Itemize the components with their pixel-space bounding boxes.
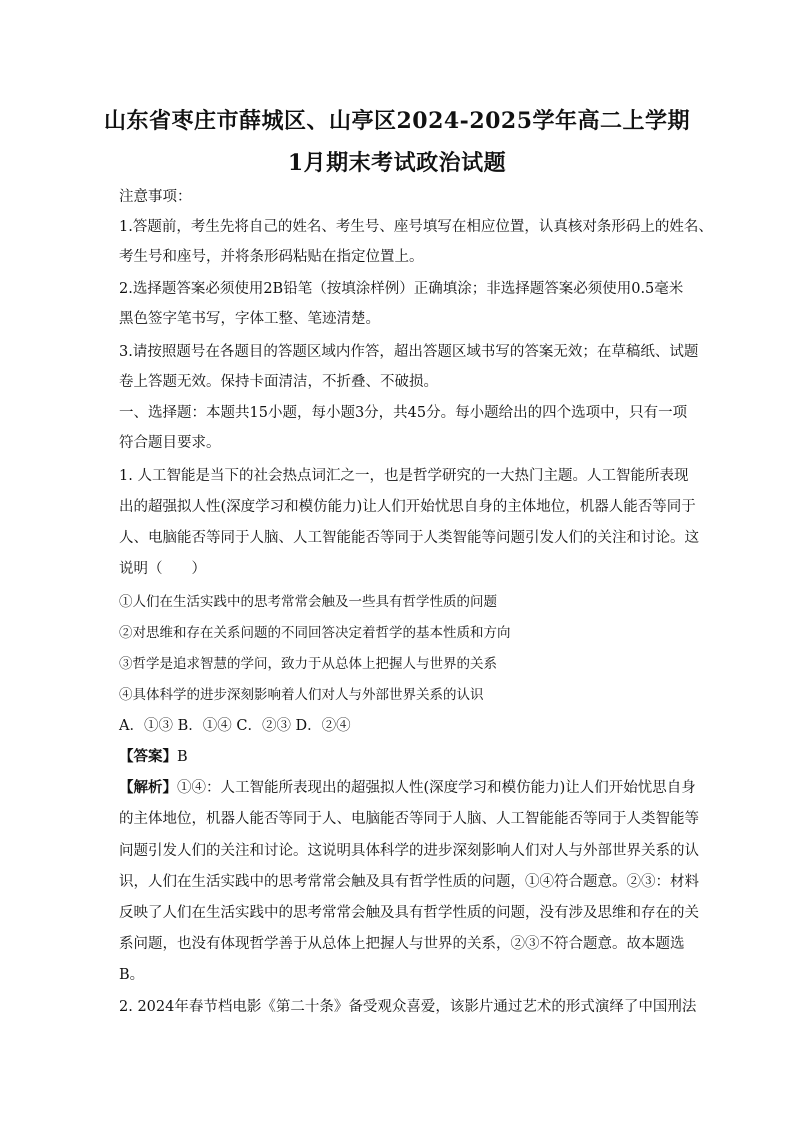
question-1-stem: 出的超强拟人性(深度学习和模仿能力)让人们开始忧思自身的主体地位，机器人能否等同于 bbox=[119, 499, 696, 515]
question-1-option: ④具体科学的进步深刻影响着人们对人与外部世界关系的认识 bbox=[119, 687, 484, 703]
analysis-line: 系问题，也没有体现哲学善于从总体上把握人与世界的关系，②③不符合题意。故本题选 bbox=[119, 936, 685, 952]
notice-line: 2.选择题答案必须使用2B铅笔（按填涂样例）正确填涂；非选择题答案必须使用0.5毫米 bbox=[119, 281, 684, 297]
document-title-line-2: 1月期末考试政治试题 bbox=[287, 150, 507, 176]
analysis-line: 的主体地位，机器人能否等同于人、电脑能否等同于人脑、人工智能能否等同于人类智能等 bbox=[119, 811, 699, 827]
analysis-line: ①④：人工智能所表现出的超强拟人性(深度学习和模仿能力)让人们开始忧思自身 bbox=[177, 780, 696, 796]
question-1-stem: 人、电脑能否等同于人脑、人工智能能否等同于人类智能等问题引发人们的关注和讨论。这 bbox=[119, 530, 699, 546]
section-heading: 一、选择题：本题共15小题，每小题3分，共45分。每小题给出的四个选项中，只有一项 bbox=[119, 405, 688, 421]
analysis-line: 反映了人们在生活实践中的思考常常会触及具有哲学性质的问题，没有涉及思维和存在的关 bbox=[119, 905, 699, 921]
answer-label: 【答案】 bbox=[119, 748, 177, 765]
analysis-line: B。 bbox=[119, 967, 145, 983]
question-1-option: ③哲学是追求智慧的学问，致力于从总体上把握人与世界的关系 bbox=[119, 656, 497, 672]
analysis-line: 问题引发人们的关注和讨论。这说明具体科学的进步深刻影响人们对人与外部世界关系的认 bbox=[119, 843, 699, 859]
question-1-stem: 说明（ ） bbox=[119, 561, 206, 577]
question-2-stem: 2. 2024年春节档电影《第二十条》备受观众喜爱，该影片通过艺术的形式演绎了中国刑法 bbox=[119, 999, 697, 1015]
question-1-answer bbox=[119, 747, 679, 767]
notice-line: 1.答题前，考生先将自己的姓名、考生号、座号填写在相应位置，认真核对条形码上的姓名、 bbox=[119, 219, 713, 235]
question-1-choices: A．①③ B．①④ C．②③ D．②④ bbox=[119, 718, 351, 734]
notice-line: 黑色签字笔书写，字体工整、笔迹清楚。 bbox=[119, 311, 380, 327]
notice-line: 3.请按照题号在各题目的答题区域内作答，超出答题区域书写的答案无效；在草稿纸、试题 bbox=[119, 344, 699, 360]
notice-line: 考生号和座号，并将条形码粘贴在指定位置上。 bbox=[119, 249, 424, 265]
section-heading-cont: 符合题目要求。 bbox=[119, 435, 221, 451]
notice-heading: 注意事项： bbox=[119, 189, 192, 205]
question-1-stem: 1. 人工智能是当下的社会热点词汇之一，也是哲学研究的一大热门主题。人工智能所表现 bbox=[119, 468, 689, 484]
notice-line: 卷上答题无效。保持卡面清洁，不折叠、不破损。 bbox=[119, 374, 438, 390]
answer-value: B bbox=[177, 749, 188, 765]
question-1-analysis bbox=[119, 778, 696, 798]
analysis-line: 识，人们在生活实践中的思考常常会触及具有哲学性质的问题，①④符合题意。②③：材料 bbox=[119, 874, 699, 890]
document-title-line-1: 山东省枣庄市薛城区、山亭区2024-2025学年高二上学期 bbox=[103, 108, 691, 134]
analysis-label: 【解析】 bbox=[119, 779, 177, 796]
question-1-option: ①人们在生活实践中的思考常常会触及一些具有哲学性质的问题 bbox=[119, 594, 497, 610]
question-1-option: ②对思维和存在关系问题的不同回答决定着哲学的基本性质和方向 bbox=[119, 625, 511, 641]
